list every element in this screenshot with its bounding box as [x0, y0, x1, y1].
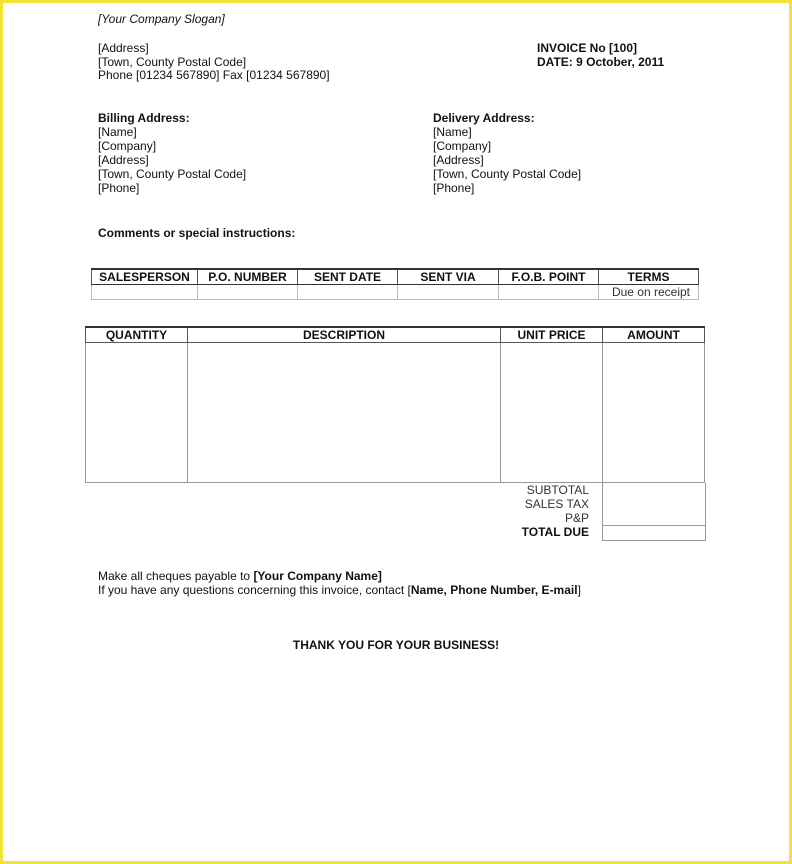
total-due-value[interactable] — [602, 525, 706, 541]
items-body-row — [86, 343, 705, 483]
cell-sent-date[interactable] — [298, 285, 398, 300]
items-header-row — [86, 327, 705, 343]
cell-unit-price[interactable] — [501, 343, 603, 483]
col-po-number: P.O. NUMBER — [198, 269, 298, 285]
cell-quantity[interactable] — [86, 343, 188, 483]
total-due-label: TOTAL DUE — [521, 525, 589, 539]
cheques-company-name: [Your Company Name] — [253, 569, 382, 583]
order-info-table — [91, 268, 699, 300]
delivery-address — [433, 111, 581, 195]
sales-tax-value[interactable] — [602, 497, 706, 511]
billing-town: [Town, County Postal Code] — [98, 167, 247, 181]
phone-prefix: Phone [ — [98, 68, 140, 82]
cell-description[interactable] — [188, 343, 501, 483]
thank-you-message: THANK YOU FOR YOUR BUSINESS! — [292, 638, 500, 652]
billing-address-line: [Address] — [98, 153, 149, 167]
company-town: [Town, County Postal Code] — [98, 55, 247, 69]
col-unit-price: UNIT PRICE — [501, 327, 603, 343]
subtotal-value[interactable] — [602, 483, 706, 497]
delivery-company: [Company] — [433, 139, 492, 153]
questions-prefix: If you have any questions concerning this invoice, contact [ — [98, 583, 411, 597]
company-slogan: [Your Company Slogan] — [98, 12, 225, 26]
delivery-town: [Town, County Postal Code] — [433, 167, 582, 181]
col-fob-point: F.O.B. POINT — [499, 269, 599, 285]
cell-fob-point[interactable] — [499, 285, 599, 300]
cell-salesperson[interactable] — [92, 285, 198, 300]
questions-suffix: ] — [577, 583, 581, 597]
fax-value: 01234 567890 — [249, 68, 327, 82]
cell-sent-via[interactable] — [398, 285, 499, 300]
delivery-address-line: [Address] — [433, 153, 484, 167]
phone-value: 01234 567890 — [139, 68, 217, 82]
col-quantity: QUANTITY — [86, 327, 188, 343]
items-table — [85, 326, 705, 483]
col-sent-date: SENT DATE — [298, 269, 398, 285]
pp-value[interactable] — [602, 511, 706, 525]
cell-terms[interactable]: Due on receipt — [599, 285, 699, 300]
cheques-line — [98, 569, 382, 583]
col-terms: TERMS — [599, 269, 699, 285]
col-amount: AMOUNT — [603, 327, 705, 343]
sales-tax-label: SALES TAX — [524, 497, 589, 511]
billing-company: [Company] — [98, 139, 157, 153]
delivery-name: [Name] — [433, 125, 472, 139]
fax-prefix: ] Fax [ — [216, 68, 250, 82]
col-description: DESCRIPTION — [188, 327, 501, 343]
questions-line — [98, 583, 581, 597]
delivery-title: Delivery Address: — [433, 111, 535, 125]
company-phone-fax — [98, 68, 330, 82]
col-salesperson: SALESPERSON — [92, 269, 198, 285]
billing-phone: [Phone] — [98, 181, 140, 195]
cheques-prefix: Make all cheques payable to — [98, 569, 254, 583]
col-sent-via: SENT VIA — [398, 269, 499, 285]
billing-address — [98, 111, 246, 195]
comments-label: Comments or special instructions: — [98, 226, 296, 240]
cell-amount[interactable] — [603, 343, 705, 483]
order-info-row — [92, 285, 699, 300]
invoice-date: DATE: 9 October, 2011 — [537, 55, 665, 69]
invoice-number: INVOICE No [100] — [537, 41, 638, 55]
billing-title: Billing Address: — [98, 111, 190, 125]
company-address: [Address] — [98, 41, 149, 55]
cell-po-number[interactable] — [198, 285, 298, 300]
subtotal-label: SUBTOTAL — [526, 483, 589, 497]
questions-contact: Name, Phone Number, E-mail — [410, 583, 578, 597]
billing-name: [Name] — [98, 125, 137, 139]
pp-label: P&P — [564, 511, 589, 525]
cut-off-company-name — [96, 0, 332, 4]
fax-suffix: ] — [326, 68, 330, 82]
order-info-header-row — [92, 269, 699, 285]
delivery-phone: [Phone] — [433, 181, 475, 195]
